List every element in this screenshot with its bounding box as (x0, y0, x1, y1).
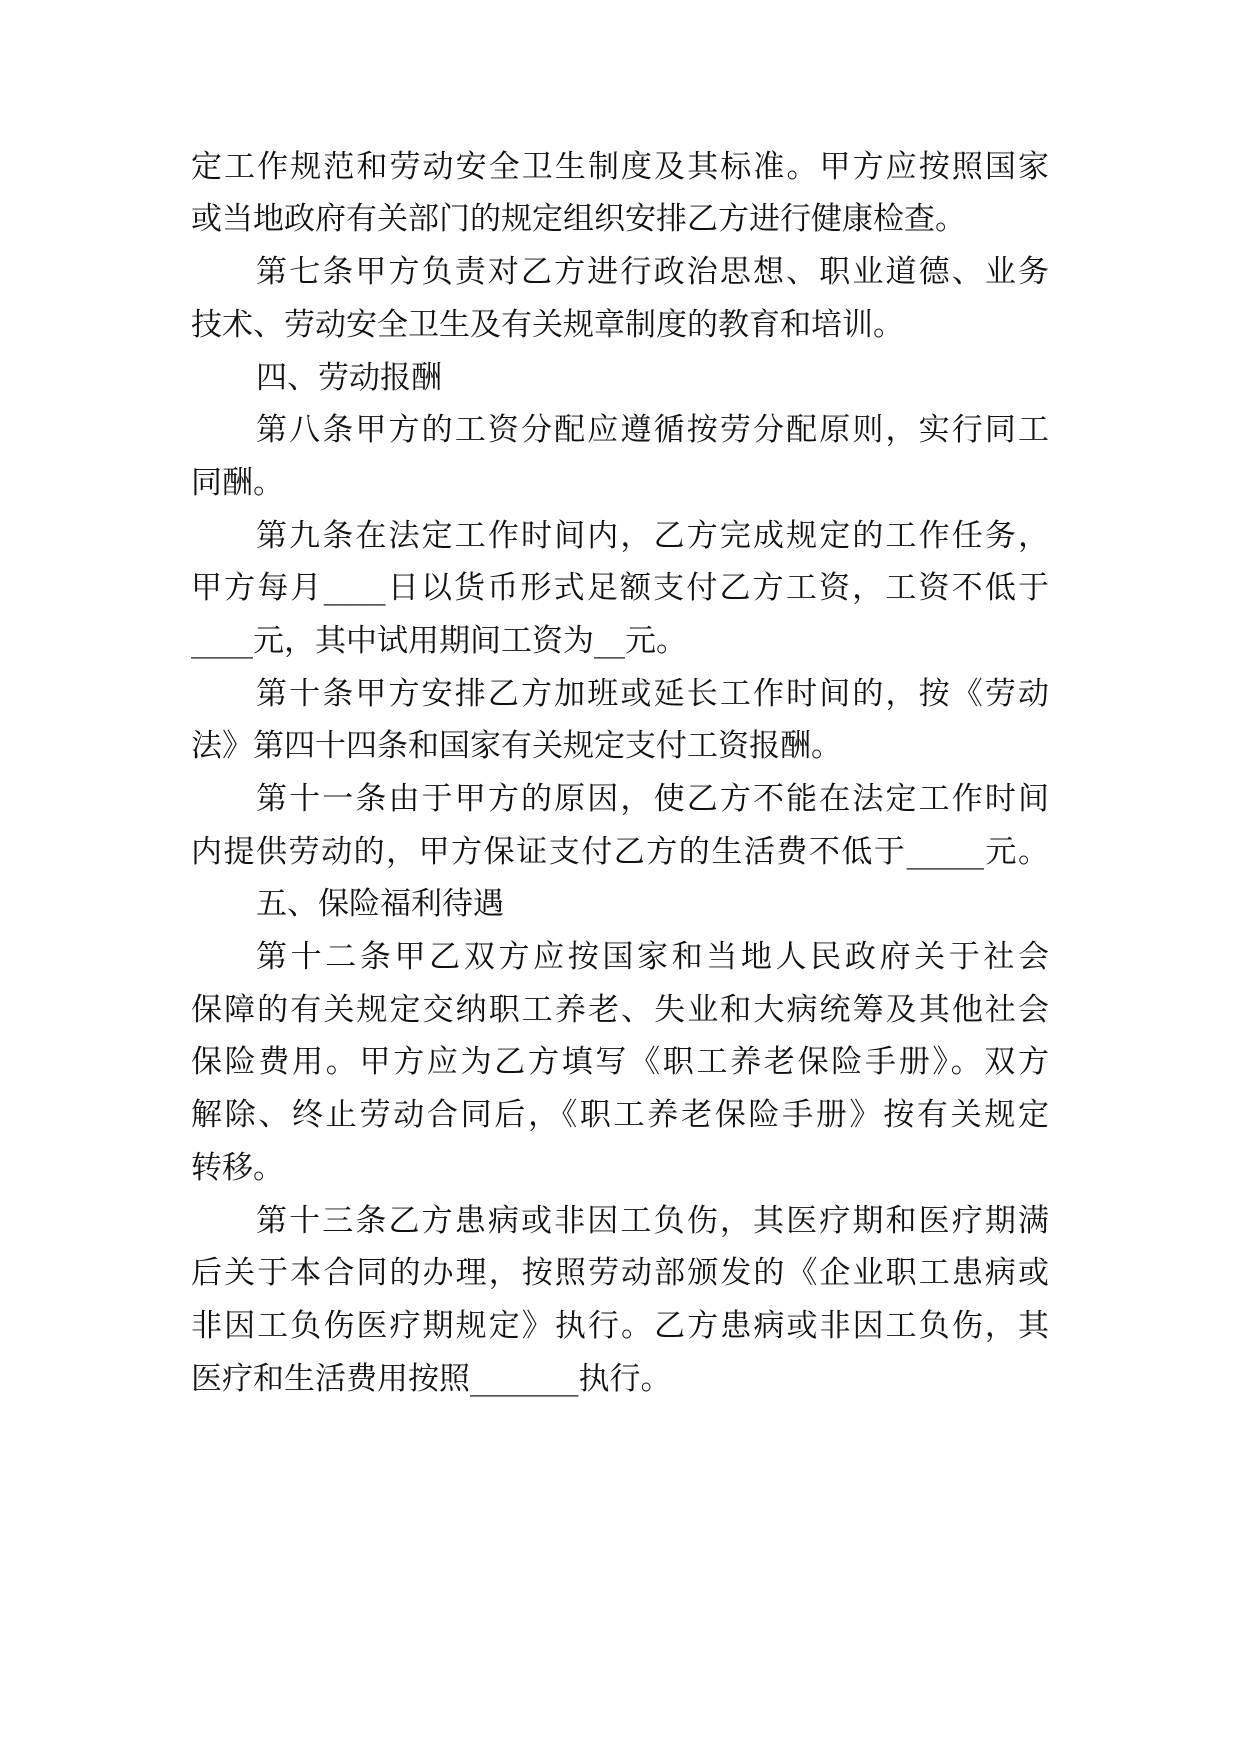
text-line: 技术、劳动安全卫生及有关规章制度的教育和培训。 (191, 307, 904, 343)
paragraph-article-7: 第七条甲方负责对乙方进行政治思想、职业道德、业务 (256, 254, 1049, 290)
text-line: 保障的有关规定交纳职工养老、失业和大病统筹及其他社会 (191, 992, 1049, 1028)
section-heading-5: 五、保险福利待遇 (256, 886, 504, 922)
section-heading-4: 四、劳动报酬 (256, 360, 442, 396)
text-line: 法》第四十四条和国家有关规定支付工资报酬。 (191, 728, 842, 764)
text-line: 医疗和生活费用按照_______执行。 (191, 1361, 672, 1397)
text-line: ____元，其中试用期间工资为__元。 (191, 623, 687, 659)
paragraph-article-10: 第十条甲方安排乙方加班或延长工作时间的，按《劳动 (256, 676, 1049, 712)
text-line: 解除、终止劳动合同后，《职工养老保险手册》按有关规定 (191, 1097, 1049, 1133)
text-line: 内提供劳动的，甲方保证支付乙方的生活费不低于_____元。 (191, 834, 1049, 870)
text-line: 非因工负伤医疗期规定》执行。乙方患病或非因工负伤，其 (191, 1308, 1049, 1344)
paragraph-article-8: 第八条甲方的工资分配应遵循按劳分配原则，实行同工 (256, 412, 1049, 448)
text-line: 保险费用。甲方应为乙方填写《职工养老保险手册》。双方 (191, 1044, 1049, 1080)
text-line: 同酬。 (191, 465, 284, 501)
text-line: 定工作规范和劳动安全卫生制度及其标准。甲方应按照国家 (191, 149, 1049, 185)
paragraph-article-11: 第十一条由于甲方的原因，使乙方不能在法定工作时间 (256, 781, 1049, 817)
text-line: 或当地政府有关部门的规定组织安排乙方进行健康检查。 (191, 201, 966, 237)
paragraph-article-9: 第九条在法定工作时间内，乙方完成规定的工作任务， (256, 518, 1049, 554)
paragraph-article-12: 第十二条甲乙双方应按国家和当地人民政府关于社会 (256, 939, 1049, 975)
text-line: 后关于本合同的办理，按照劳动部颁发的《企业职工患病或 (191, 1255, 1049, 1291)
text-line: 转移。 (191, 1150, 284, 1186)
paragraph-article-13: 第十三条乙方患病或非因工负伤，其医疗期和医疗期满 (256, 1203, 1049, 1239)
text-line: 甲方每月____日以货币形式足额支付乙方工资，工资不低于 (191, 570, 1049, 606)
